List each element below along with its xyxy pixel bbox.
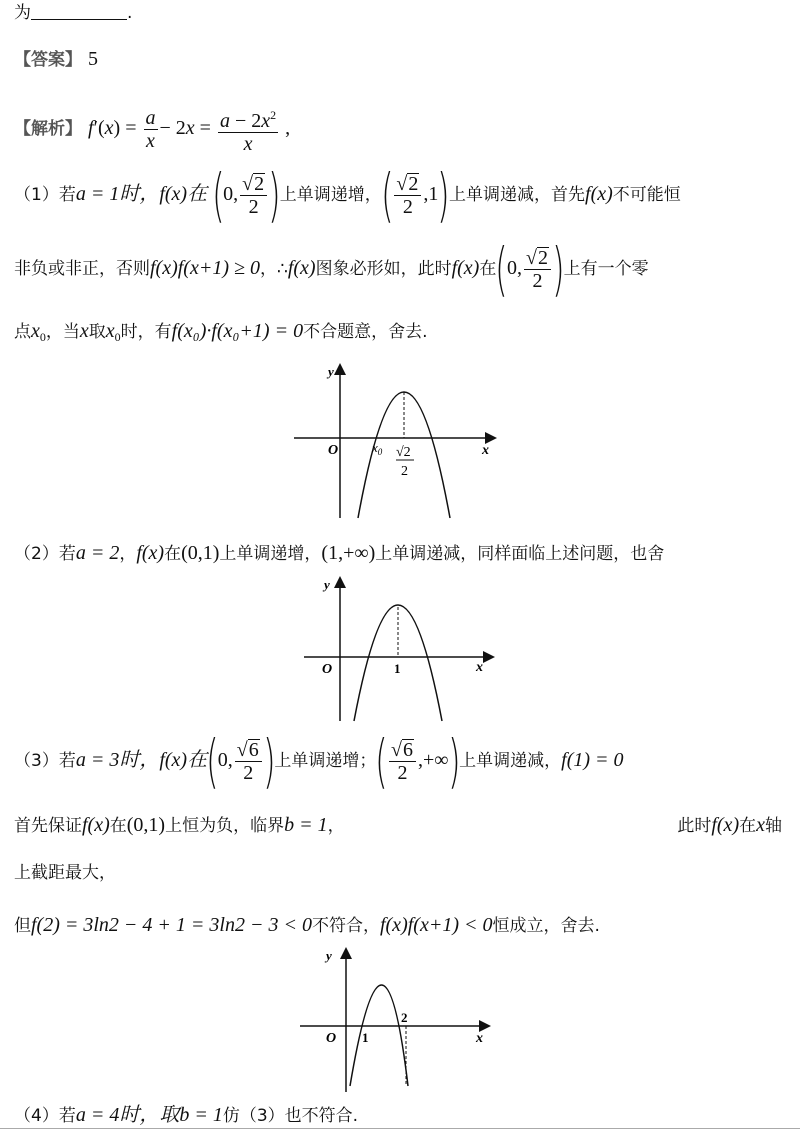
case4-line: （4）若a = 4时，取b = 1仿（3）也不符合. [14,1104,359,1126]
y-axis-label: y [326,948,332,963]
two-label: 2 [401,1010,408,1025]
x-axis-label: x [482,443,489,458]
origin-label: O [322,662,333,677]
case3-line3: 上截距最大， [14,863,116,883]
interval-sqrt2-half-1: ( $\frac{√2}{2}$ ,1) [380,161,450,230]
parabola [350,985,408,1086]
graph-case1 [290,362,500,522]
case3-line2: 首先保证f(x)在(0,1)上恒为负，临界b = 1， [14,814,345,836]
page-bottom-divider [0,1128,800,1129]
sqrt2-label: √2 [396,445,411,460]
answer-blank [31,1,127,20]
answer-label: 【答案】 [14,50,82,70]
case3-line4: 但f(2) = 3ln2 − 4 + 1 = 3ln2 − 3 < 0不符合，f(x)f(x+1) < 0恒成立，舍去. [14,914,600,936]
y-axis-label: y [324,577,330,592]
case2-line: （2）若a = 2，f(x)在(0,1)上单调递增，(1,+∞)上单调递减，同样面临上述问题，也舍 [14,542,665,564]
y-axis-label: y [328,364,334,379]
answer-value: 5 [88,48,99,70]
interval-sqrt6-half-inf: ( $\frac{√6}{2}$ ,+∞) [375,727,461,796]
two-label: 2 [401,464,408,479]
origin-label: O [328,443,339,458]
graph-case3 [296,946,496,1096]
one-label: 1 [394,661,401,676]
case1-line3: 点$x_0$，当x取$x_0$时，有f(x₀)·f(x₀+1) = 0不合题意，舍去. [14,320,428,344]
question-tail: 为 . [14,3,133,23]
x-axis-label: x [476,660,483,675]
x-axis-label: x [476,1031,483,1046]
derivative-formula: f′(x) = $\frac{a}{x}$ − 2x = $\frac{a - 2x^2}{x}$ , [88,117,290,139]
graph-case2 [300,575,500,725]
case3-line2-right: 此时f(x)在x轴 [677,814,782,836]
case1-line1: （1）若a = 1时，f(x)在 (0, $\frac{√2}{2}$ )上单调递增，( $\frac{√2}{2}$ ,1)上单调递减，首先f(x)不可能恒 [14,161,681,230]
answer-line [14,46,790,73]
interval-0-sqrt2-half: (0, $\frac{√2}{2}$ ) [211,161,281,230]
x0-label: $x_0$ [372,440,383,457]
analysis-line [14,104,790,155]
analysis-label: 【解析】 [14,119,82,140]
case3-line1: （3）若a = 3时，f(x)在(0, $\frac{√6}{2}$ )上单调递增；( $\frac{√6}{2}$ ,+∞)上单调递减，f(1) = 0 [14,727,624,796]
case1-line2: 非负或非正，否则f(x)f(x+1) ≥ 0，∴f(x)图象必形如，此时f(x)在(0, $\frac{√2}{2}$ )上有一个零 [14,235,649,304]
origin-label: O [326,1031,337,1046]
interval-0-sqrt6-half: (0, $\frac{√6}{2}$ ) [206,727,276,796]
one-label: 1 [362,1030,369,1045]
